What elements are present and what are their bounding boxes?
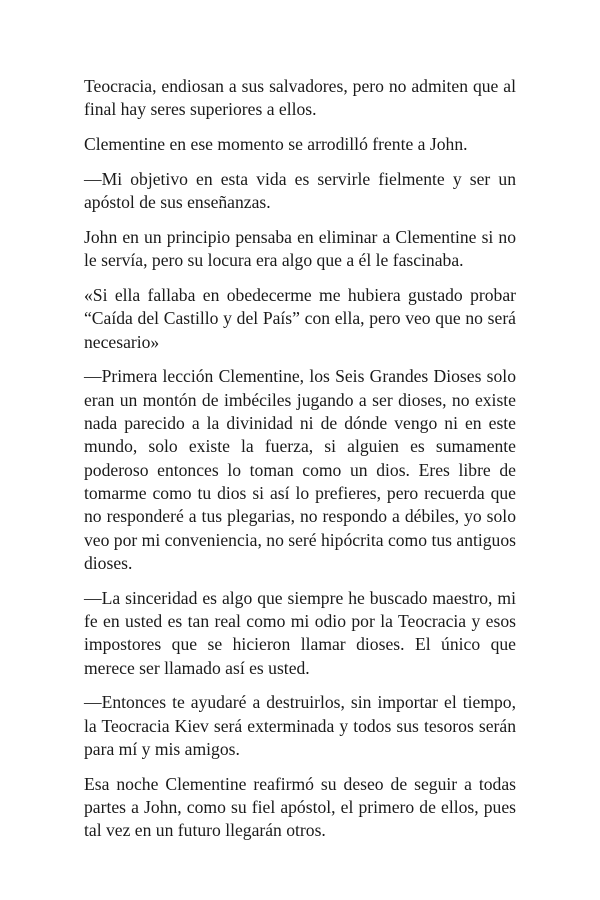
paragraph-2: Clementine en ese momento se arrodilló frente a John.: [84, 134, 468, 155]
paragraph-4: John en un principio pensaba en eliminar a Clementine si no le servía, pero su locura era algo que a él le fascinaba.: [84, 226, 516, 271]
paragraph-9: Esa noche Clementine reafirmó su deseo de seguir a todas partes a John, como su fiel apóstol, el primero de ellos, pues tal vez en un futuro llegarán otros.: [84, 773, 516, 841]
paragraph-1: Teocracia, endiosan a sus salvadores, pero no admiten que al final hay seres superiores a ellos.: [84, 76, 516, 120]
paragraph-8: —Entonces te ayudaré a destruirlos, sin importar el tiempo, la Teocracia Kiev será exterminada y todos sus tesoros serán para mí y mis amigos.: [84, 692, 516, 759]
paragraph-3: —Mi objetivo en esta vida es servirle fielmente y ser un apóstol de sus enseñanzas.: [84, 168, 516, 213]
book-page: [84, 75, 516, 854]
paragraph-6: —Primera lección Clementine, los Seis Grandes Dioses solo eran un montón de imbéciles jugando a ser dioses, no existe nada parecido a la divinidad ni de dónde vengo ni en este mundo, solo existe la fuerza, si alguien es sumamente poderoso entonces lo toman como un dios. Eres libre de tomarme como tu dios si así lo prefieres, pero recuerda que no responderé a tus plegarias, no respondo a débiles, yo solo veo por mi conveniencia, no seré hipócrita como tus antiguos dioses.: [84, 366, 516, 573]
paragraph-7: —La sinceridad es algo que siempre he buscado maestro, mi fe en usted es tan real como mi odio por la Teocracia y esos impostores que se hicieron llamar dioses. El único que merece ser llamado así es usted.: [84, 587, 516, 678]
paragraph-5: «Si ella fallaba en obedecerme me hubiera gustado probar “Caída del Castillo y del País” con ella, pero veo que no será necesario»: [84, 285, 516, 352]
